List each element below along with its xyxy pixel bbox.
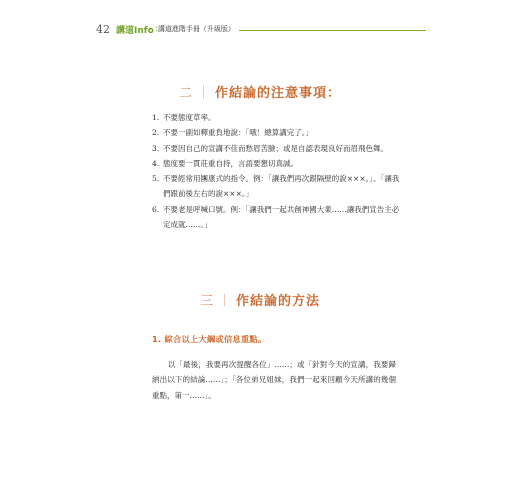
list-item	[152, 141, 402, 156]
list-item-index: 6.	[152, 204, 160, 214]
notes-list	[152, 110, 402, 232]
list-item-text: 不要經常用團康式的指令。例：「讓我們再次跟隔壁的說×××。」、「讓我們跟前後左右的說×××。」	[163, 174, 400, 199]
subsection-heading: 1. 綜合以上大綱或信息重點。	[152, 334, 267, 344]
list-item-index: 5.	[152, 174, 160, 184]
section-3-title	[0, 290, 520, 309]
section-2-title	[0, 82, 520, 101]
list-item-text: 態度要一貫莊重自持，言語要懇切真誠。	[163, 158, 298, 168]
list-item	[152, 125, 402, 140]
list-item	[152, 156, 402, 171]
section-3-number: 三	[199, 294, 214, 309]
list-item-index: 1.	[152, 113, 160, 122]
book-title: 講道進階手冊（升級版）	[158, 24, 239, 34]
list-item	[152, 110, 402, 125]
list-item-index: 2.	[152, 128, 160, 138]
subsection-paragraph: 以「最後，我要再次提醒各位」……；或「針對今天的宣講，我要歸納出以下的結論……」；「各位弟兄姐妹，我們一起來回顧今天所講的幾個重點，第一……」。	[152, 360, 396, 400]
section-2-separator: ｜	[196, 86, 211, 101]
list-item-text: 不要因自己的宣講不佳而愁眉苦臉；或是自認表現良好而眉飛色舞。	[163, 143, 388, 153]
section-2-heading: 作結論的注意事項：	[215, 86, 342, 101]
page-number: 42	[96, 22, 110, 36]
list-item-text: 不要態度草率。	[163, 113, 216, 122]
section-3-heading: 作結論的方法	[236, 294, 321, 309]
list-item-index: 4.	[152, 158, 160, 168]
section-3-separator: ｜	[217, 294, 232, 309]
list-item	[152, 171, 402, 202]
brand-logo-text: 講道Info	[116, 23, 155, 36]
section-2-number: 二	[178, 86, 193, 101]
list-item-index: 3.	[152, 143, 160, 153]
list-item-text: 不要一副如釋重負地說：「哦！總算講完了。」	[163, 128, 313, 138]
list-item-text: 不要老是呼喊口號。例：「讓我們一起共創神國大業……讓我們宣告主必定成就……。」	[163, 204, 400, 230]
brand-separator: :	[154, 24, 158, 34]
list-item	[152, 202, 402, 233]
running-header	[96, 22, 426, 36]
